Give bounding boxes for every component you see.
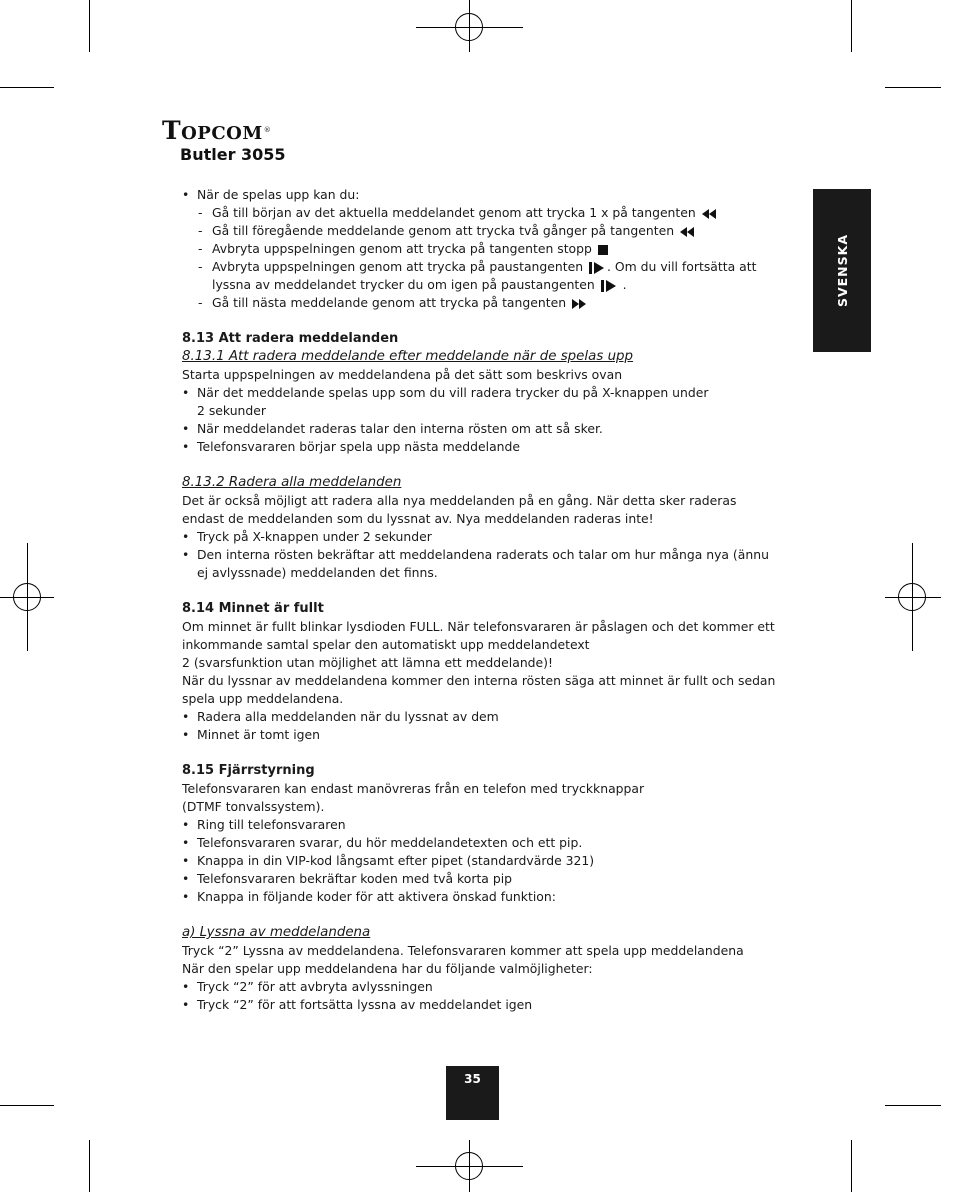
dash-item: - Gå till föregående meddelande genom att trycka två gånger på tangenten (182, 222, 782, 240)
page-number: 35 (446, 1066, 499, 1120)
list-item: • Den interna rösten bekräftar att meddelandena raderats och talar om hur många nya (ännu ej avlyssnade) meddelanden det finns. (182, 546, 782, 582)
paragraph: Telefonsvararen kan endast manövreras från en telefon med tryckknappar (182, 781, 645, 796)
list-item: • Tryck “2” för att avbryta avlyssningen (182, 978, 782, 996)
language-tab-label: SVENSKA (834, 233, 850, 308)
list-item: • Ring till telefonsvararen (182, 816, 782, 834)
list-item: • Minnet är tomt igen (182, 726, 782, 744)
section-heading-8-15: 8.15 Fjärrstyrning (182, 763, 315, 778)
paragraph: (DTMF tonvalssystem). (182, 799, 325, 814)
section-heading-8-13: 8.13 Att radera meddelanden (182, 331, 399, 346)
forward-icon (572, 299, 586, 309)
paragraph: När du lyssnar av meddelandena kommer den interna rösten säga att minnet är fullt och sedan spela upp meddelandena. (182, 673, 776, 706)
page-content (182, 186, 782, 1014)
stop-icon (598, 245, 608, 255)
paragraph: Det är också möjligt att radera alla nya meddelanden på en gång. När detta sker raderas endast de meddelanden som du lyssnat av. Nya meddelanden raderas inte! (182, 493, 737, 526)
brand-logo-text: Topcom (162, 115, 263, 145)
paragraph: 2 (svarsfunktion utan möjlighet att lämna ett meddelande)! (182, 655, 553, 670)
list-item: • Knappa in följande koder för att aktivera önskad funktion: (182, 888, 782, 906)
dash-item: - Avbryta uppspelningen genom att trycka på paustangenten . Om du vill fortsätta att lyssna av meddelandet trycker du om igen på paustangenten . (182, 258, 782, 294)
dash-item: - Gå till början av det aktuella meddelandet genom att trycka 1 x på tangenten (182, 204, 782, 222)
list-item: • Tryck på X-knappen under 2 sekunder (182, 528, 782, 546)
paragraph: När den spelar upp meddelandena har du följande valmöjligheter: (182, 961, 593, 976)
intro-bullet: • När de spelas upp kan du: (182, 186, 782, 204)
rewind-icon (702, 209, 716, 219)
brand-logo (162, 114, 271, 146)
subsection-heading-8-13-1: 8.13.1 Att radera meddelande efter meddelande när de spelas upp (182, 349, 634, 364)
list-item: • Telefonsvararen börjar spela upp nästa meddelande (182, 438, 782, 456)
language-tab (813, 189, 871, 352)
list-item: • Knappa in din VIP-kod långsamt efter pipet (standardvärde 321) (182, 852, 782, 870)
pause-play-icon (601, 280, 617, 292)
list-item: • Radera alla meddelanden när du lyssnat av dem (182, 708, 782, 726)
list-item: • Tryck “2” för att fortsätta lyssna av meddelandet igen (182, 996, 782, 1014)
rewind-icon (680, 227, 694, 237)
subsection-heading-a: a) Lyssna av meddelandena (182, 925, 371, 940)
pause-play-icon (589, 262, 605, 274)
list-item: • Telefonsvararen svarar, du hör meddelandetexten och ett pip. (182, 834, 782, 852)
dash-item: - Avbryta uppspelningen genom att trycka på tangenten stopp (182, 240, 782, 258)
list-item: • När det meddelande spelas upp som du vill radera trycker du på X-knappen under 2 sekunder (182, 384, 717, 420)
paragraph: Tryck “2” Lyssna av meddelandena. Telefonsvararen kommer att spela upp meddelandena (182, 943, 744, 958)
registered-mark: ® (263, 126, 271, 134)
dash-item: - Gå till nästa meddelande genom att trycka på tangenten (182, 294, 782, 312)
paragraph: Starta uppspelningen av meddelandena på det sätt som beskrivs ovan (182, 367, 623, 382)
model-name: Butler 3055 (180, 145, 286, 164)
section-heading-8-14: 8.14 Minnet är fullt (182, 601, 324, 616)
list-item: • Telefonsvararen bekräftar koden med två korta pip (182, 870, 782, 888)
list-item: • När meddelandet raderas talar den interna rösten om att så sker. (182, 420, 782, 438)
subsection-heading-8-13-2: 8.13.2 Radera alla meddelanden (182, 475, 402, 490)
paragraph: Om minnet är fullt blinkar lysdioden FULL. När telefonsvararen är påslagen och det kommer ett inkommande samtal spelar den automatiskt upp meddelandetext (182, 619, 775, 652)
